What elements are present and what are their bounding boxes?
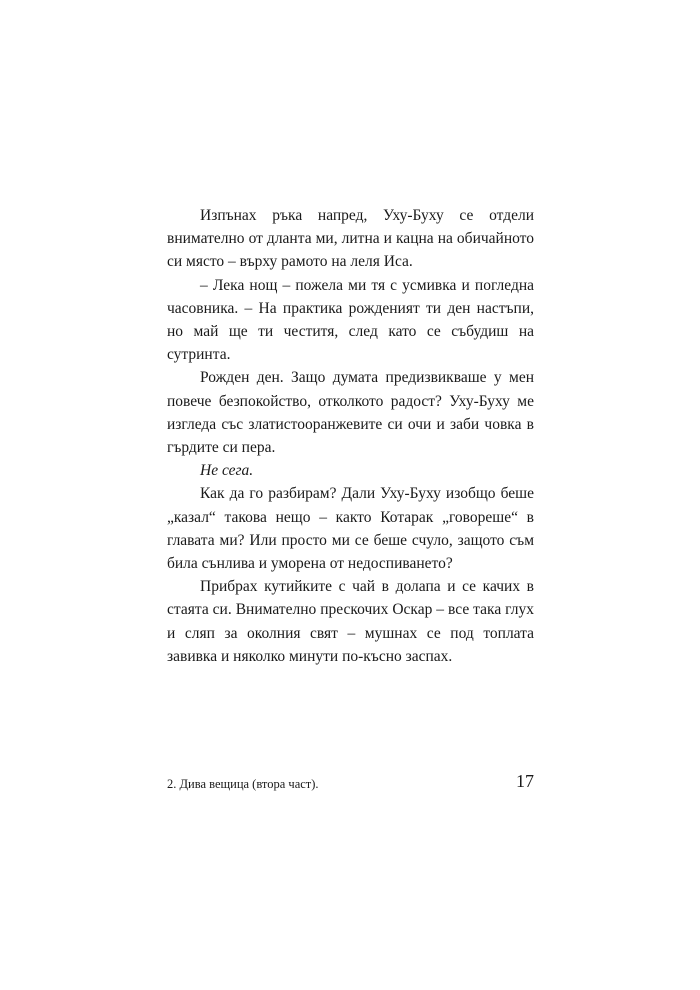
body-text (167, 204, 534, 668)
footnote: 2. Дива вещица (втора част). (167, 777, 319, 791)
page-number: 17 (516, 771, 534, 791)
paragraph-5: Как да го разбирам? Дали Уху-Буху изобщо беше „казал“ такова нещо – както Котарак „говореше“ в главата ми? Или просто ми се беше счуло, защото съм била сънлива и уморена от недоспиването? (167, 485, 534, 573)
paragraph-4-italic: Не сега. (200, 462, 254, 480)
paragraph-2: – Лека нощ – пожела ми тя с усмивка и погледна часовника. – На практика рожденият ти ден настъпи, но май ще ти честитя, след като се събудиш на сутринта. (167, 276, 534, 364)
paragraph-6: Прибрах кутийките с чай в долапа и се качих в стаята си. Внимателно прескочих Оскар – все така глух и сляп за околния свят – мушнах се под топлата завивка и няколко минути по-късно заспах. (167, 578, 534, 665)
paragraph-1: Изпънах ръка напред, Уху-Буху се отдели внимателно от дланта ми, литна и кацна на обичайното си място – върху рамото на леля Иса. (167, 207, 534, 271)
paragraph-3: Рожден ден. Защо думата предизвикваше у мен повече безпокойство, отколкото радост? Уху-Буху ме изгледа със златистооранжевите си очи и заби човка в гърдите си пера. (167, 369, 534, 457)
